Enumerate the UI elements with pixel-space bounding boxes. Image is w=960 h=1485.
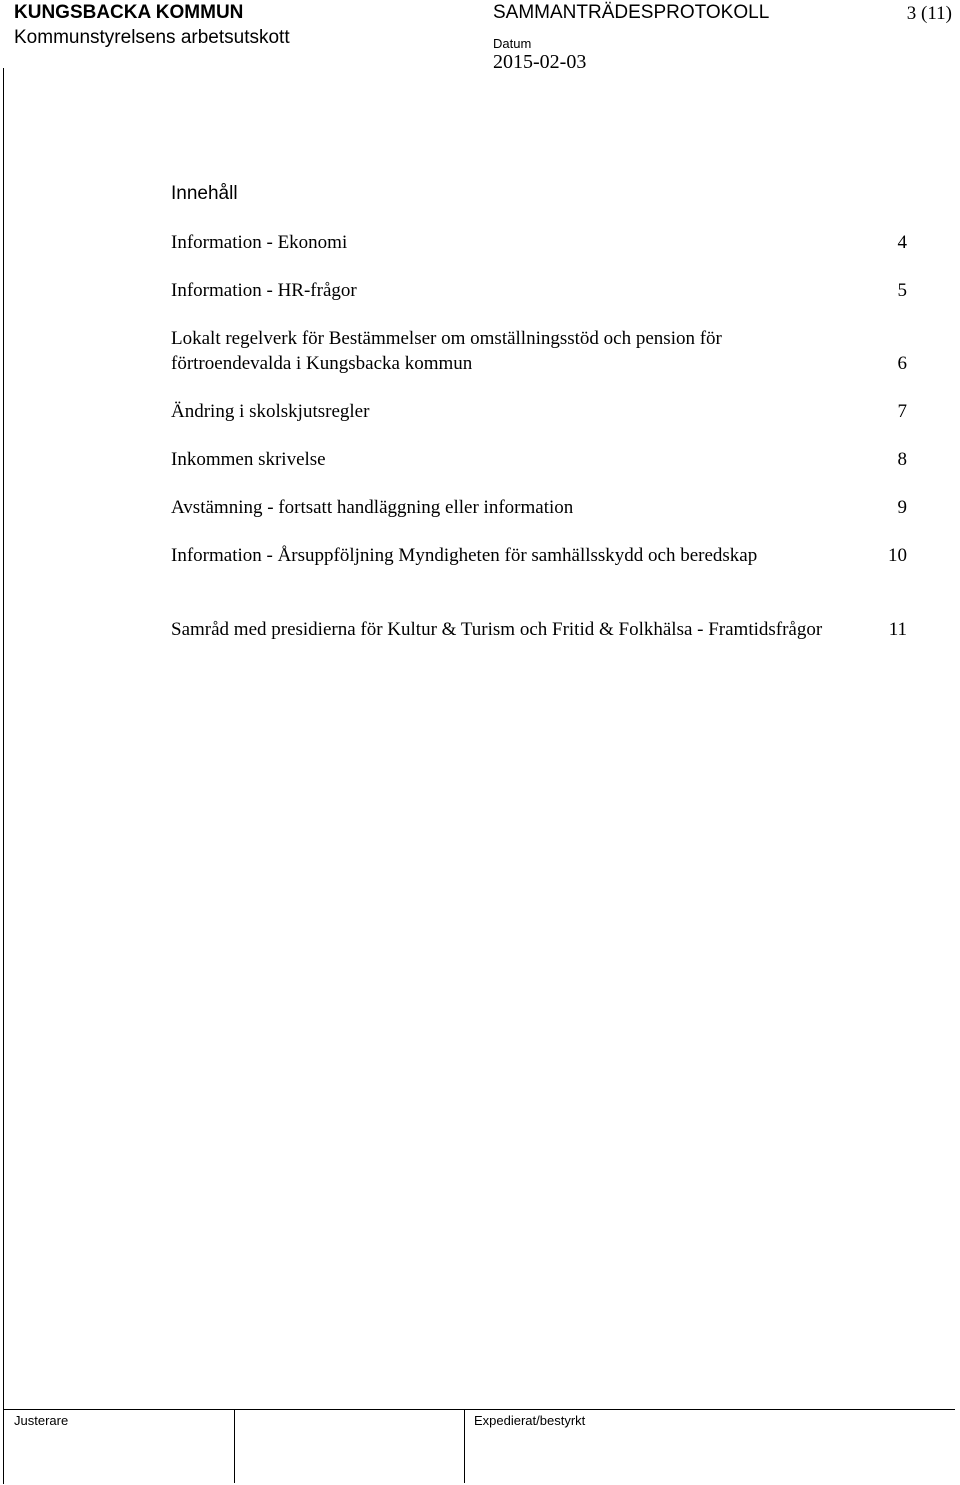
toc-entry-title: Avstämning - fortsatt handläggning eller information (171, 497, 574, 518)
toc-entry-title: Samråd med presidierna för Kultur & Turism och Fritid & Folkhälsa - Framtidsfrågor (171, 619, 823, 640)
page-number: 3 (11) (906, 3, 952, 24)
toc-entry[interactable] (171, 543, 907, 568)
toc-entry-page: 4 (897, 232, 907, 253)
toc-entry-title: Lokalt regelverk för Bestämmelser om omställningsstöd och pension för förtroendevalda i Kungsbacka kommun (171, 328, 722, 374)
toc-entry-page: 10 (888, 545, 907, 566)
left-margin-rule (3, 68, 4, 1484)
justerare-label: Justerare (14, 1413, 69, 1428)
footer-rule (3, 1409, 955, 1410)
toc-entry-page: 7 (897, 401, 907, 422)
footer-divider (464, 1409, 465, 1483)
toc-entry-title: Information - Årsuppföljning Myndigheten för samhällsskydd och beredskap (171, 545, 758, 566)
toc-entry[interactable] (171, 326, 907, 376)
organization-name: KUNGSBACKA KOMMUN (14, 2, 244, 23)
toc-entry-title: Information - Ekonomi (171, 232, 348, 253)
toc-entry[interactable] (171, 495, 907, 520)
toc-entry[interactable] (171, 399, 907, 424)
toc-entry-page: 5 (897, 280, 907, 301)
toc-entry-page: 8 (897, 449, 907, 470)
toc-entry[interactable] (171, 278, 907, 303)
document-type: SAMMANTRÄDESPROTOKOLL (493, 2, 770, 23)
toc-entry-title: Ändring i skolskjutsregler (171, 401, 370, 422)
expedierat-label: Expedierat/bestyrkt (474, 1413, 586, 1428)
date-label: Datum (493, 36, 532, 51)
organization-unit: Kommunstyrelsens arbetsutskott (14, 27, 290, 48)
toc-entry-title: Inkommen skrivelse (171, 449, 326, 470)
date-value: 2015-02-03 (493, 51, 587, 73)
toc-entry-title: Information - HR-frågor (171, 280, 357, 301)
toc-entry[interactable] (171, 447, 907, 472)
footer-divider (234, 1409, 235, 1483)
toc-heading: Innehåll (171, 183, 238, 204)
toc-entry-page: 6 (897, 353, 907, 374)
toc-entry[interactable] (171, 230, 907, 255)
toc-entry-page: 11 (888, 619, 907, 640)
toc-entry-page: 9 (897, 497, 907, 518)
toc-entry[interactable] (171, 617, 907, 642)
